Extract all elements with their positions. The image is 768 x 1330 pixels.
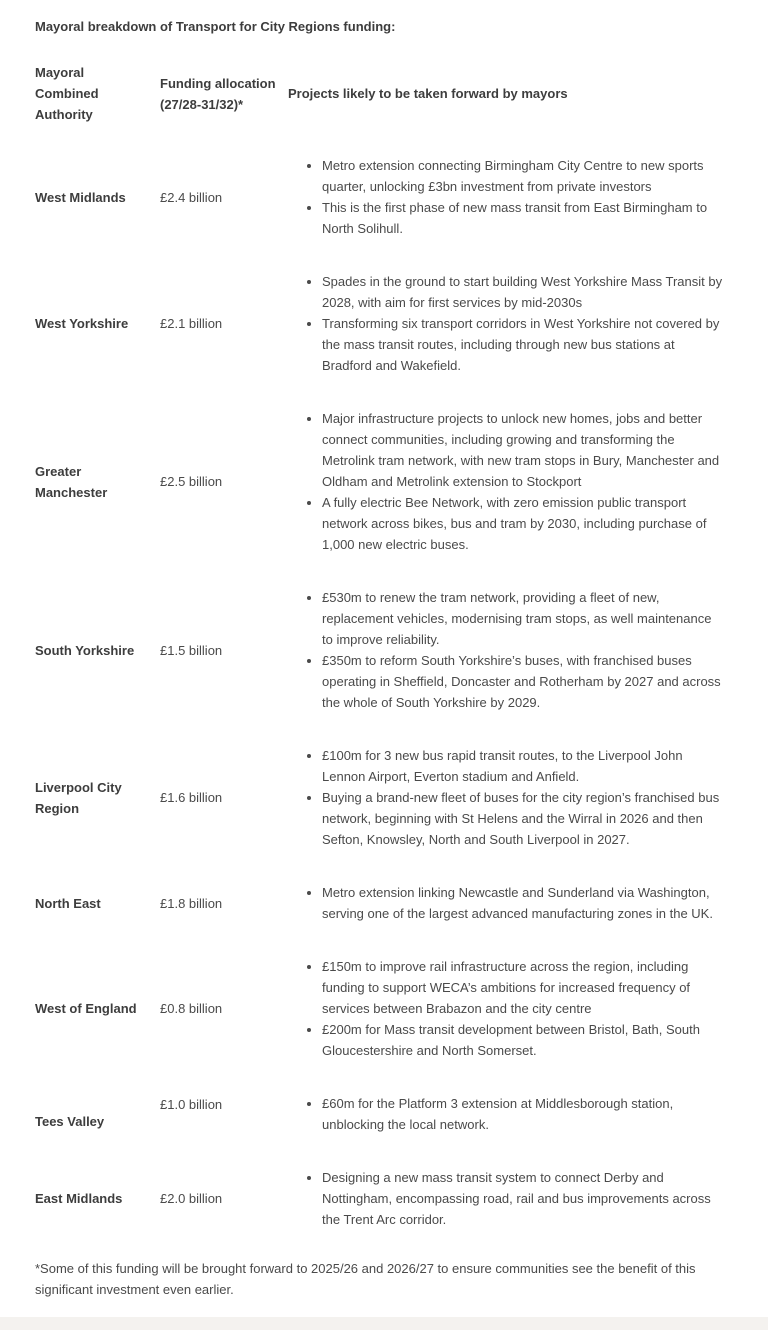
project-item: • Buying a brand-new fleet of buses for the city region’s franchised bus network, beginning with St Helens and the Wirral in 2026 and then Sefton, Knowsley, North and South Liverpool in 2027. — [322, 787, 723, 850]
project-item: • £350m to reform South Yorkshire’s buses, with franchised buses operating in Sheffield, Doncaster and Rotherham by 2027 and across the whole of South Yorkshire by 2029. — [322, 650, 723, 713]
table-row — [35, 571, 723, 729]
projects-cell — [288, 866, 723, 940]
projects-list — [288, 882, 723, 924]
projects-cell — [288, 729, 723, 866]
authority-cell: Tees Valley — [35, 1113, 105, 1129]
projects-cell — [288, 139, 723, 255]
funding-table — [35, 62, 723, 1246]
authority-cell: North East — [35, 895, 101, 911]
projects-list — [288, 956, 723, 1061]
projects-cell — [288, 255, 723, 392]
authority-cell: Liverpool City Region — [35, 779, 122, 816]
header-row — [35, 62, 723, 139]
table-row — [35, 866, 723, 940]
funding-cell: £1.6 billion — [160, 790, 223, 805]
projects-cell — [288, 392, 723, 571]
table-row — [35, 1077, 723, 1151]
authority-cell: West of England — [35, 1001, 137, 1016]
authority-cell: Greater Manchester — [35, 463, 108, 500]
authority-cell: West Yorkshire — [35, 316, 129, 331]
table-row — [35, 139, 723, 255]
projects-list — [288, 587, 723, 713]
funding-cell: £2.5 billion — [160, 474, 223, 489]
funding-cell: £2.0 billion — [160, 1191, 223, 1206]
column-header-funding: Funding allocation (27/28-31/32)* — [160, 75, 276, 112]
projects-list — [288, 1167, 723, 1230]
project-item: • Spades in the ground to start building West Yorkshire Mass Transit by 2028, with aim for first services by mid-2030s — [322, 271, 723, 313]
funding-cell: £1.8 billion — [160, 895, 223, 911]
table-row — [35, 392, 723, 571]
page-title: Mayoral breakdown of Transport for City Regions funding: — [35, 19, 396, 34]
project-item: • Transforming six transport corridors in West Yorkshire not covered by the mass transit routes, including through new bus stations at Bradford and Wakefield. — [322, 313, 723, 376]
bottom-band — [0, 1317, 768, 1330]
project-item: • Designing a new mass transit system to connect Derby and Nottingham, encompassing road, rail and bus improvements across the Trent Arc corridor. — [322, 1167, 723, 1230]
authority-cell: South Yorkshire — [35, 642, 135, 658]
projects-cell — [288, 1151, 723, 1246]
projects-list — [288, 408, 723, 555]
table-row — [35, 255, 723, 392]
table-row — [35, 729, 723, 866]
project-item: • Metro extension linking Newcastle and Sunderland via Washington, serving one of the largest advanced manufacturing zones in the UK. — [322, 882, 723, 924]
project-item: • £100m for 3 new bus rapid transit routes, to the Liverpool John Lennon Airport, Everton stadium and Anfield. — [322, 745, 723, 787]
column-header-authority: Mayoral Combined Authority — [35, 65, 99, 122]
projects-cell — [288, 571, 723, 729]
project-item: • Metro extension connecting Birmingham City Centre to new sports quarter, unlocking £3bn investment from private investors — [322, 155, 723, 197]
table-row — [35, 1151, 723, 1246]
table-row — [35, 940, 723, 1077]
funding-cell: £1.0 billion — [160, 1096, 223, 1112]
projects-list — [288, 155, 723, 239]
projects-list — [288, 1093, 723, 1135]
projects-list — [288, 271, 723, 376]
project-item: • £530m to renew the tram network, providing a fleet of new, replacement vehicles, modernising tram stops, as well maintenance to improve reliability. — [322, 587, 723, 650]
authority-cell: East Midlands — [35, 1191, 123, 1206]
project-item: • £150m to improve rail infrastructure across the region, including funding to support WECA’s ambitions for increased frequency of services between Brabazon and the city centre — [322, 956, 723, 1019]
project-item: • £200m for Mass transit development between Bristol, Bath, South Gloucestershire and North Somerset. — [322, 1019, 723, 1061]
funding-cell: £1.5 billion — [160, 642, 223, 658]
projects-list — [288, 745, 723, 850]
authority-cell: West Midlands — [35, 189, 126, 205]
project-item: • A fully electric Bee Network, with zero emission public transport network across bikes, bus and tram by 2030, including purchase of 1,000 new electric buses. — [322, 492, 723, 555]
column-header-projects: Projects likely to be taken forward by mayors — [288, 86, 568, 101]
projects-cell — [288, 1077, 723, 1151]
funding-cell: £2.4 billion — [160, 189, 223, 205]
project-item: • £60m for the Platform 3 extension at Middlesborough station, unblocking the local network. — [322, 1093, 723, 1135]
projects-cell — [288, 940, 723, 1077]
footnote: *Some of this funding will be brought forward to 2025/26 and 2026/27 to ensure communities see the benefit of this significant investment even earlier. — [35, 1261, 696, 1297]
project-item: • This is the first phase of new mass transit from East Birmingham to North Solihull. — [322, 197, 723, 239]
project-item: • Major infrastructure projects to unlock new homes, jobs and better connect communities, including growing and transforming the Metrolink tram network, with new tram stops in Bury, Manchester and Oldham and Metrolink extension to Stockport — [322, 408, 723, 492]
table-body — [35, 139, 723, 1246]
funding-cell: £2.1 billion — [160, 316, 223, 331]
funding-cell: £0.8 billion — [160, 1001, 223, 1016]
table-header — [35, 62, 723, 139]
